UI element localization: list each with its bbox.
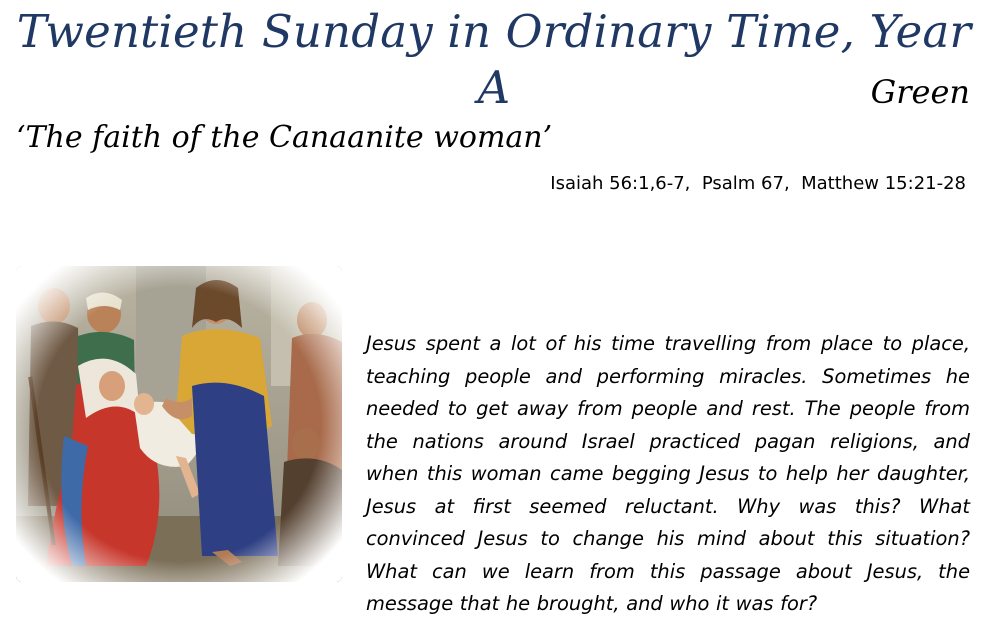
illustration-svg xyxy=(16,266,342,582)
reflection-paragraph: Jesus spent a lot of his time travelling from place to place, teaching people and performing miracles. Sometimes he needed to get away from people and rest. The people from the nations around Israel practiced pagan religions, and when this woman came begging Jesus to help her daughter, Jesus at first seemed reluctant. Why was this? What convinced Jesus to change his mind about this situation? What can we learn from this passage about Jesus, the message that he brought, and who it was for? xyxy=(366,332,970,615)
scripture-readings: Isaiah 56:1,6-7, Psalm 67, Matthew 15:21-28 xyxy=(550,173,966,194)
theme-heading: ‘The faith of the Canaanite woman’ xyxy=(16,120,553,155)
liturgical-color-label: Green xyxy=(870,73,970,111)
vignette-overlay xyxy=(16,266,342,582)
jesus-and-canaanite-woman-illustration xyxy=(16,266,342,582)
page-title: Twentieth Sunday in Ordinary Time, Year A xyxy=(16,5,972,114)
